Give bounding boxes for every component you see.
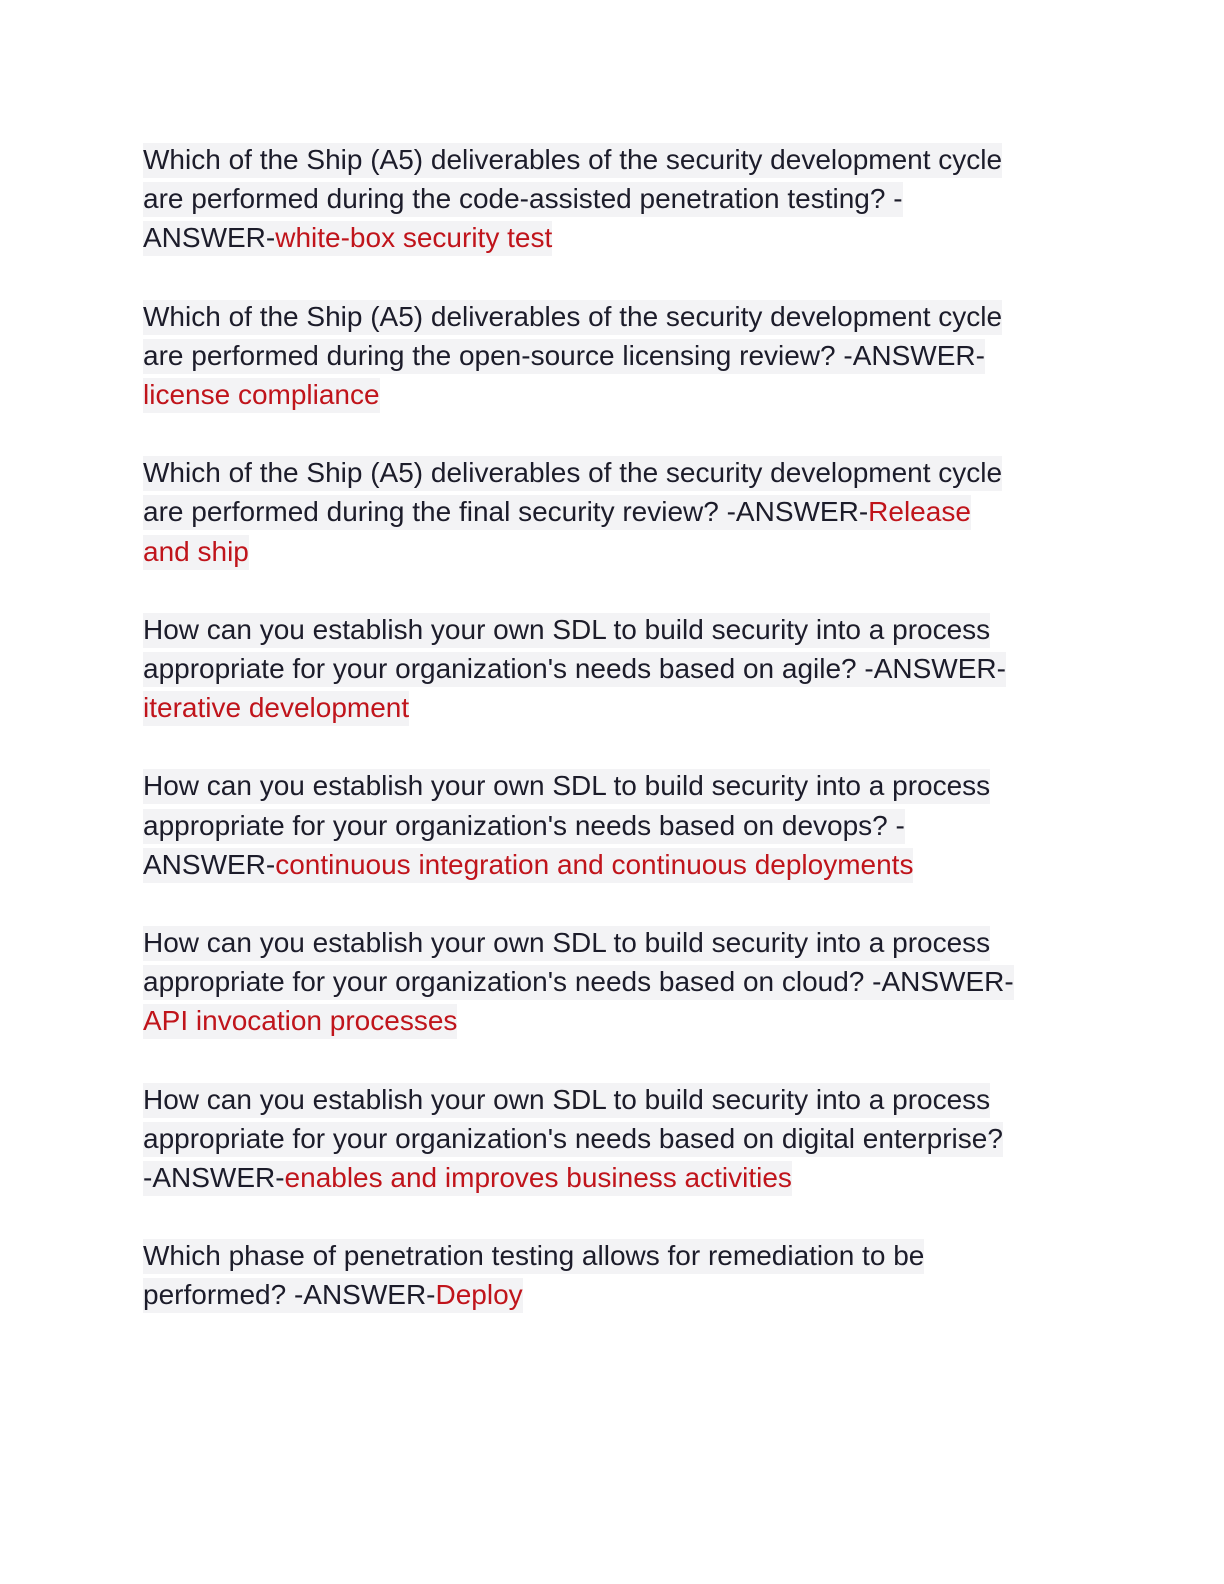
qa-line [143, 140, 1083, 179]
qa-line [143, 610, 1083, 649]
qa-line [143, 845, 1083, 884]
qa-item [143, 766, 1083, 884]
qa-item [143, 453, 1083, 571]
question-text: How can you establish your own SDL to build security into a process [143, 613, 990, 648]
qa-line [143, 1275, 1083, 1314]
qa-line [143, 688, 1083, 727]
question-text: ANSWER- [143, 221, 275, 256]
answer-text: white-box security test [275, 221, 552, 256]
qa-line [143, 336, 1083, 375]
question-text: How can you establish your own SDL to build security into a process [143, 1083, 990, 1118]
qa-line [143, 766, 1083, 805]
answer-text: Release [868, 495, 971, 530]
qa-line [143, 492, 1083, 531]
qa-item [143, 140, 1083, 258]
question-text: Which of the Ship (A5) deliverables of the security development cycle [143, 300, 1002, 335]
question-text: are performed during the code-assisted penetration testing? - [143, 182, 903, 217]
question-text: -ANSWER- [143, 1161, 285, 1196]
qa-item [143, 297, 1083, 415]
question-text: Which of the Ship (A5) deliverables of the security development cycle [143, 456, 1002, 491]
answer-text: iterative development [143, 691, 409, 726]
answer-text: Deploy [436, 1278, 523, 1313]
question-text: How can you establish your own SDL to build security into a process [143, 926, 990, 961]
answer-text: API invocation processes [143, 1004, 457, 1039]
question-text: Which of the Ship (A5) deliverables of the security development cycle [143, 143, 1002, 178]
qa-item [143, 1236, 1083, 1314]
qa-line [143, 532, 1083, 571]
qa-line [143, 1001, 1083, 1040]
qa-line [143, 1080, 1083, 1119]
question-text: appropriate for your organization's needs based on digital enterprise? [143, 1122, 1003, 1157]
qa-item [143, 610, 1083, 728]
qa-item [143, 1080, 1083, 1198]
question-text: appropriate for your organization's needs based on devops? - [143, 809, 905, 844]
answer-text: enables and improves business activities [285, 1161, 792, 1196]
qa-line [143, 806, 1083, 845]
qa-item [143, 923, 1083, 1041]
qa-line [143, 453, 1083, 492]
qa-line [143, 375, 1083, 414]
answer-text: and ship [143, 535, 249, 570]
question-text: are performed during the open-source licensing review? -ANSWER- [143, 339, 985, 374]
question-text: appropriate for your organization's needs based on agile? -ANSWER- [143, 652, 1006, 687]
qa-line [143, 649, 1083, 688]
answer-text: continuous integration and continuous deployments [275, 848, 913, 883]
question-text: Which phase of penetration testing allows for remediation to be [143, 1239, 924, 1274]
qa-list [143, 140, 1083, 1354]
qa-line [143, 962, 1083, 1001]
question-text: How can you establish your own SDL to build security into a process [143, 769, 990, 804]
qa-line [143, 218, 1083, 257]
qa-line [143, 297, 1083, 336]
question-text: are performed during the final security review? -ANSWER- [143, 495, 868, 530]
qa-line [143, 1236, 1083, 1275]
qa-line [143, 179, 1083, 218]
question-text: appropriate for your organization's needs based on cloud? -ANSWER- [143, 965, 1014, 1000]
question-text: performed? -ANSWER- [143, 1278, 436, 1313]
qa-line [143, 1158, 1083, 1197]
answer-text: license compliance [143, 378, 380, 413]
qa-line [143, 1119, 1083, 1158]
question-text: ANSWER- [143, 848, 275, 883]
qa-line [143, 923, 1083, 962]
